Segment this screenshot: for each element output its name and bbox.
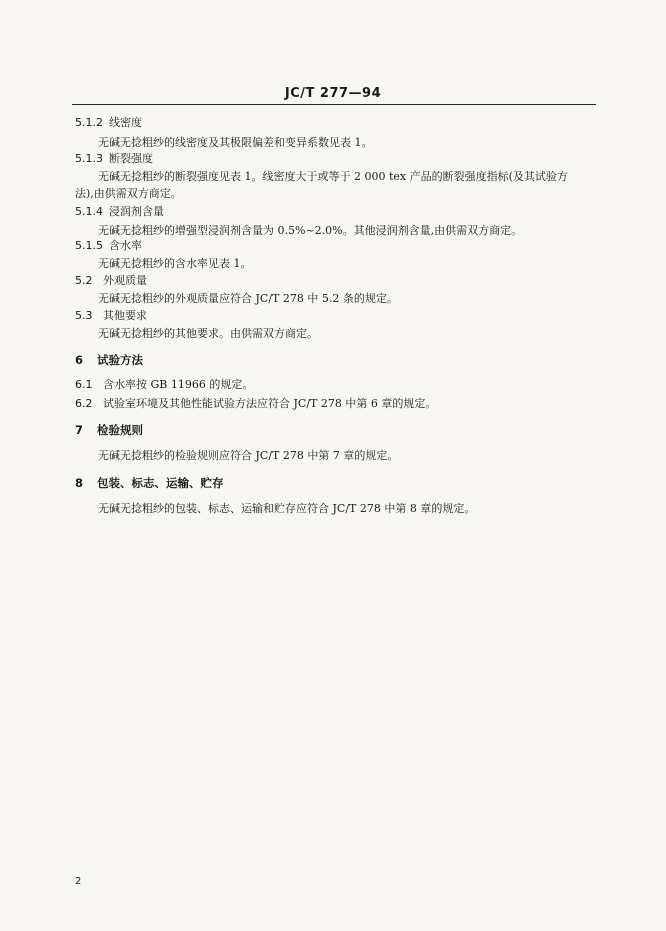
clause-body: 无碱无捻粗纱的外观质量应符合 JC/T 278 中 5.2 条的规定。 (98, 292, 398, 305)
header-rule (72, 104, 596, 105)
clause-body: 无碱无捻粗纱的其他要求。由供需双方商定。 (98, 327, 318, 340)
clause-number: 6.2 (75, 397, 93, 410)
clause-item (75, 378, 253, 392)
clause-number: 5.1.2 (75, 116, 103, 129)
clause-heading (75, 239, 142, 253)
clause-number: 5.1.5 (75, 239, 103, 252)
clause-title: 其他要求 (103, 309, 147, 322)
section-body: 无碱无捻粗纱的检验规则应符合 JC/T 278 中第 7 章的规定。 (98, 449, 399, 462)
clause-heading (75, 309, 147, 323)
clause-heading (75, 274, 147, 288)
clause-title: 线密度 (109, 116, 142, 129)
clause-number: 5.2 (75, 274, 93, 287)
clause-heading (75, 152, 153, 166)
clause-number: 5.1.4 (75, 205, 103, 218)
clause-body: 无碱无捻粗纱的增强型浸润剂含量为 0.5%~2.0%。其他浸润剂含量,由供需双方商定。 (98, 224, 523, 237)
clause-heading (75, 205, 164, 219)
clause-number: 5.3 (75, 309, 93, 322)
section-title: 包装、标志、运输、贮存 (97, 476, 224, 490)
section-body: 无碱无捻粗纱的包装、标志、运输和贮存应符合 JC/T 278 中第 8 章的规定。 (98, 502, 476, 515)
clause-body-continuation: 法),由供需双方商定。 (75, 187, 182, 200)
section-heading (75, 353, 143, 367)
standard-code-header: JC/T 277—94 (284, 86, 382, 101)
clause-number: 6.1 (75, 378, 93, 391)
section-number: 6 (75, 353, 84, 367)
section-number: 7 (75, 423, 84, 437)
clause-body: 无碱无捻粗纱的线密度及其极限偏差和变异系数见表 1。 (98, 136, 373, 149)
page-number: 2 (75, 876, 82, 887)
clause-body: 无碱无捻粗纱的断裂强度见表 1。线密度大于或等于 2 000 tex 产品的断裂强度指标(及其试验方 (98, 170, 568, 183)
clause-body: 无碱无捻粗纱的含水率见表 1。 (98, 257, 252, 270)
section-title: 试验方法 (97, 353, 143, 367)
section-heading (75, 423, 143, 437)
clause-heading (75, 116, 142, 130)
section-heading (75, 476, 224, 490)
clause-title: 断裂强度 (109, 152, 153, 165)
clause-item (75, 397, 436, 411)
clause-title: 浸润剂含量 (109, 205, 164, 218)
clause-text: 试验室环境及其他性能试验方法应符合 JC/T 278 中第 6 章的规定。 (103, 397, 437, 410)
clause-title: 含水率 (109, 239, 142, 252)
clause-text: 含水率按 GB 11966 的规定。 (103, 378, 254, 391)
clause-title: 外观质量 (103, 274, 147, 287)
clause-number: 5.1.3 (75, 152, 103, 165)
section-title: 检验规则 (97, 423, 143, 437)
section-number: 8 (75, 476, 84, 490)
